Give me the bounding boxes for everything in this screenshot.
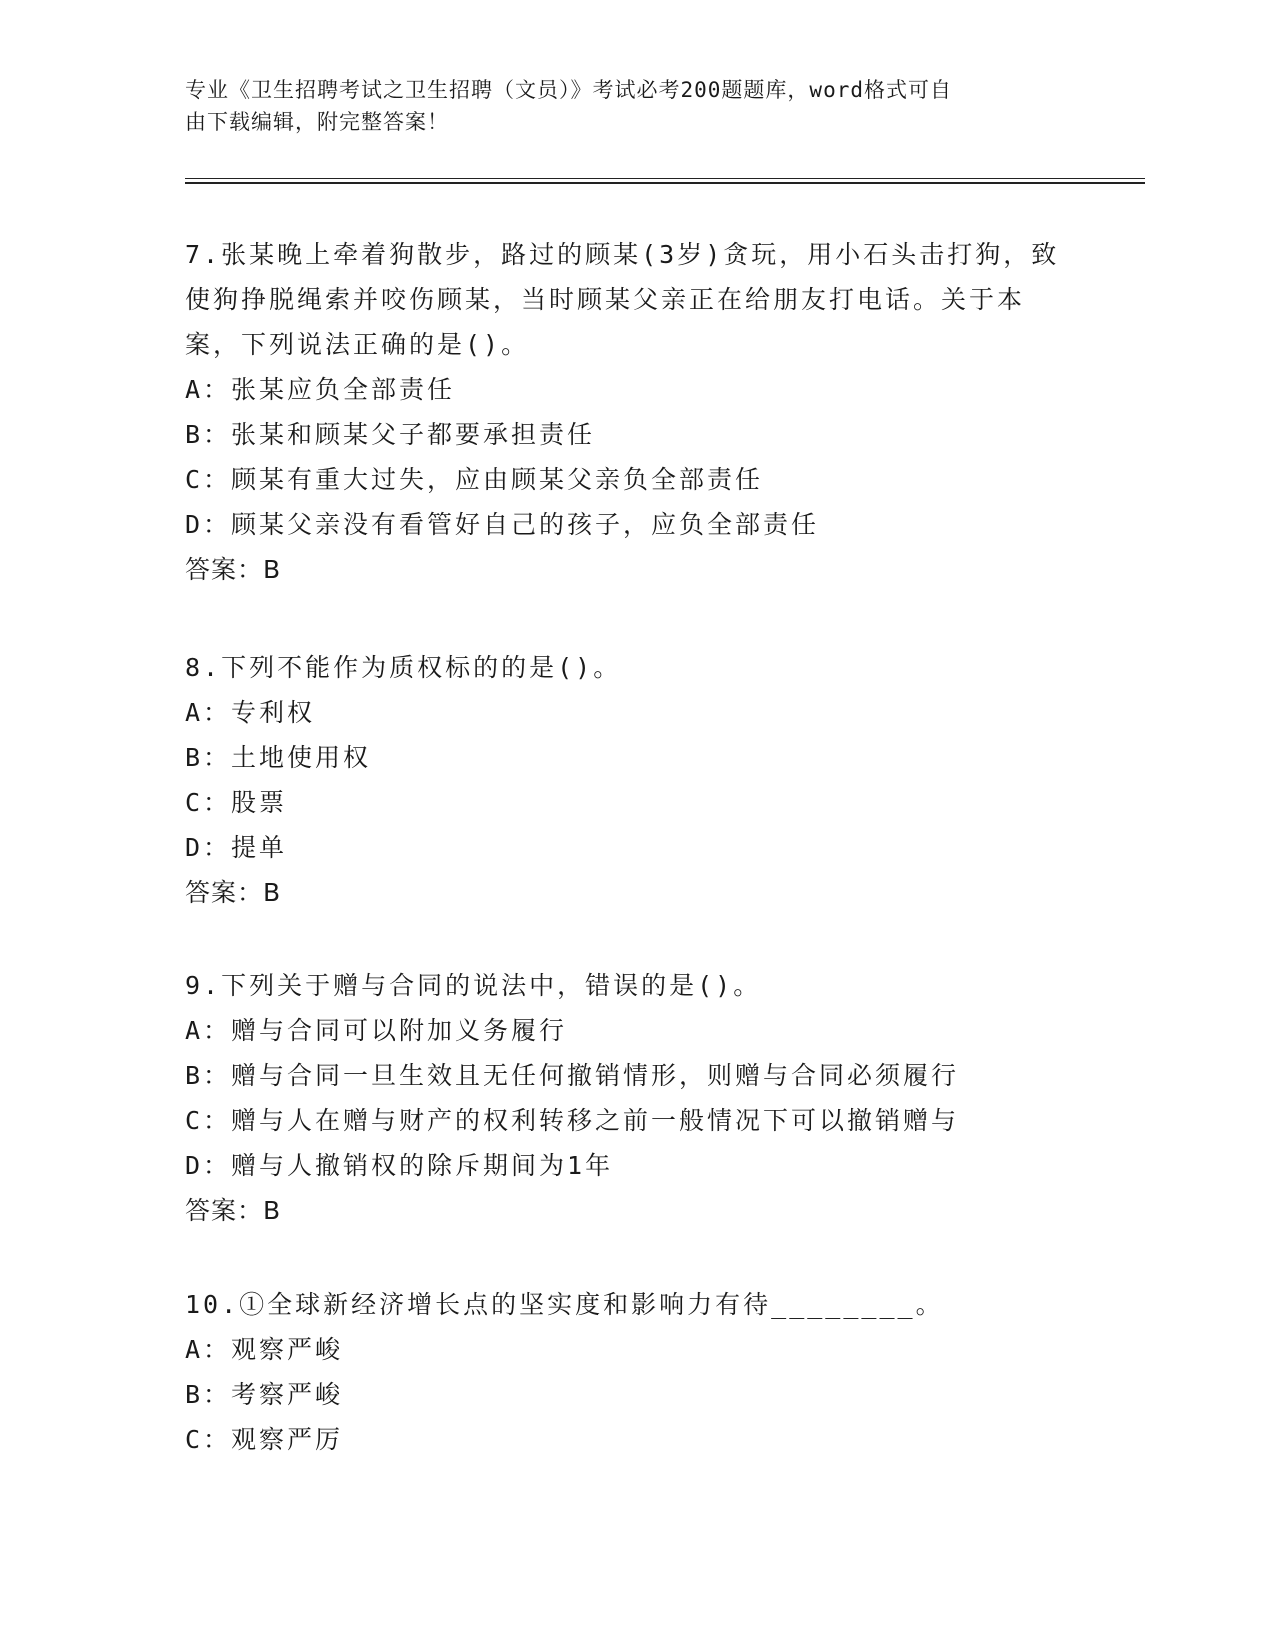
answer-line: 答案：B [185,555,282,584]
option-b: B：考察严峻 [185,1380,344,1409]
question-stem-line: 8.下列不能作为质权标的的是()。 [185,653,622,682]
question-7 [185,232,1105,592]
question-9 [185,963,1105,1233]
option-a: A：观察严峻 [185,1335,344,1364]
question-stem-line: 7.张某晚上牵着狗散步，路过的顾某(3岁)贪玩，用小石头击打狗，致 [185,240,1060,269]
question-10 [185,1282,1105,1462]
option-d: D：提单 [185,833,288,862]
question-stem-line: 案，下列说法正确的是()。 [185,330,530,359]
question-8 [185,645,1105,915]
option-c: C：赠与人在赠与财产的权利转移之前一般情况下可以撤销赠与 [185,1106,960,1135]
answer-line: 答案：B [185,1196,282,1225]
option-a: A：张某应负全部责任 [185,375,456,404]
option-c: C：股票 [185,788,288,817]
question-stem-line: 使狗挣脱绳索并咬伤顾某，当时顾某父亲正在给朋友打电话。关于本 [185,285,1026,314]
option-c: C：顾某有重大过失，应由顾某父亲负全部责任 [185,465,764,494]
header-divider-thin [185,178,1145,179]
option-b: B：土地使用权 [185,743,372,772]
header-divider-thick [185,182,1145,184]
option-a: A：赠与合同可以附加义务履行 [185,1016,568,1045]
option-b: B：张某和顾某父子都要承担责任 [185,420,596,449]
question-stem-line: 9.下列关于赠与合同的说法中，错误的是()。 [185,971,762,1000]
option-c: C：观察严厉 [185,1425,344,1454]
option-b: B：赠与合同一旦生效且无任何撤销情形，则赠与合同必须履行 [185,1061,960,1090]
option-d: D：顾某父亲没有看管好自己的孩子，应负全部责任 [185,510,820,539]
option-d: D：赠与人撤销权的除斥期间为1年 [185,1151,614,1180]
option-a: A：专利权 [185,698,316,727]
header-line-2: 由下载编辑，附完整答案！ [185,110,449,134]
header-line-1: 专业《卫生招聘考试之卫生招聘（文员）》考试必考200题题库，word格式可自 [185,78,952,102]
answer-line: 答案：B [185,878,282,907]
document-header [185,74,1085,138]
question-stem-line: 10.①全球新经济增长点的坚实度和影响力有待________。 [185,1290,944,1319]
